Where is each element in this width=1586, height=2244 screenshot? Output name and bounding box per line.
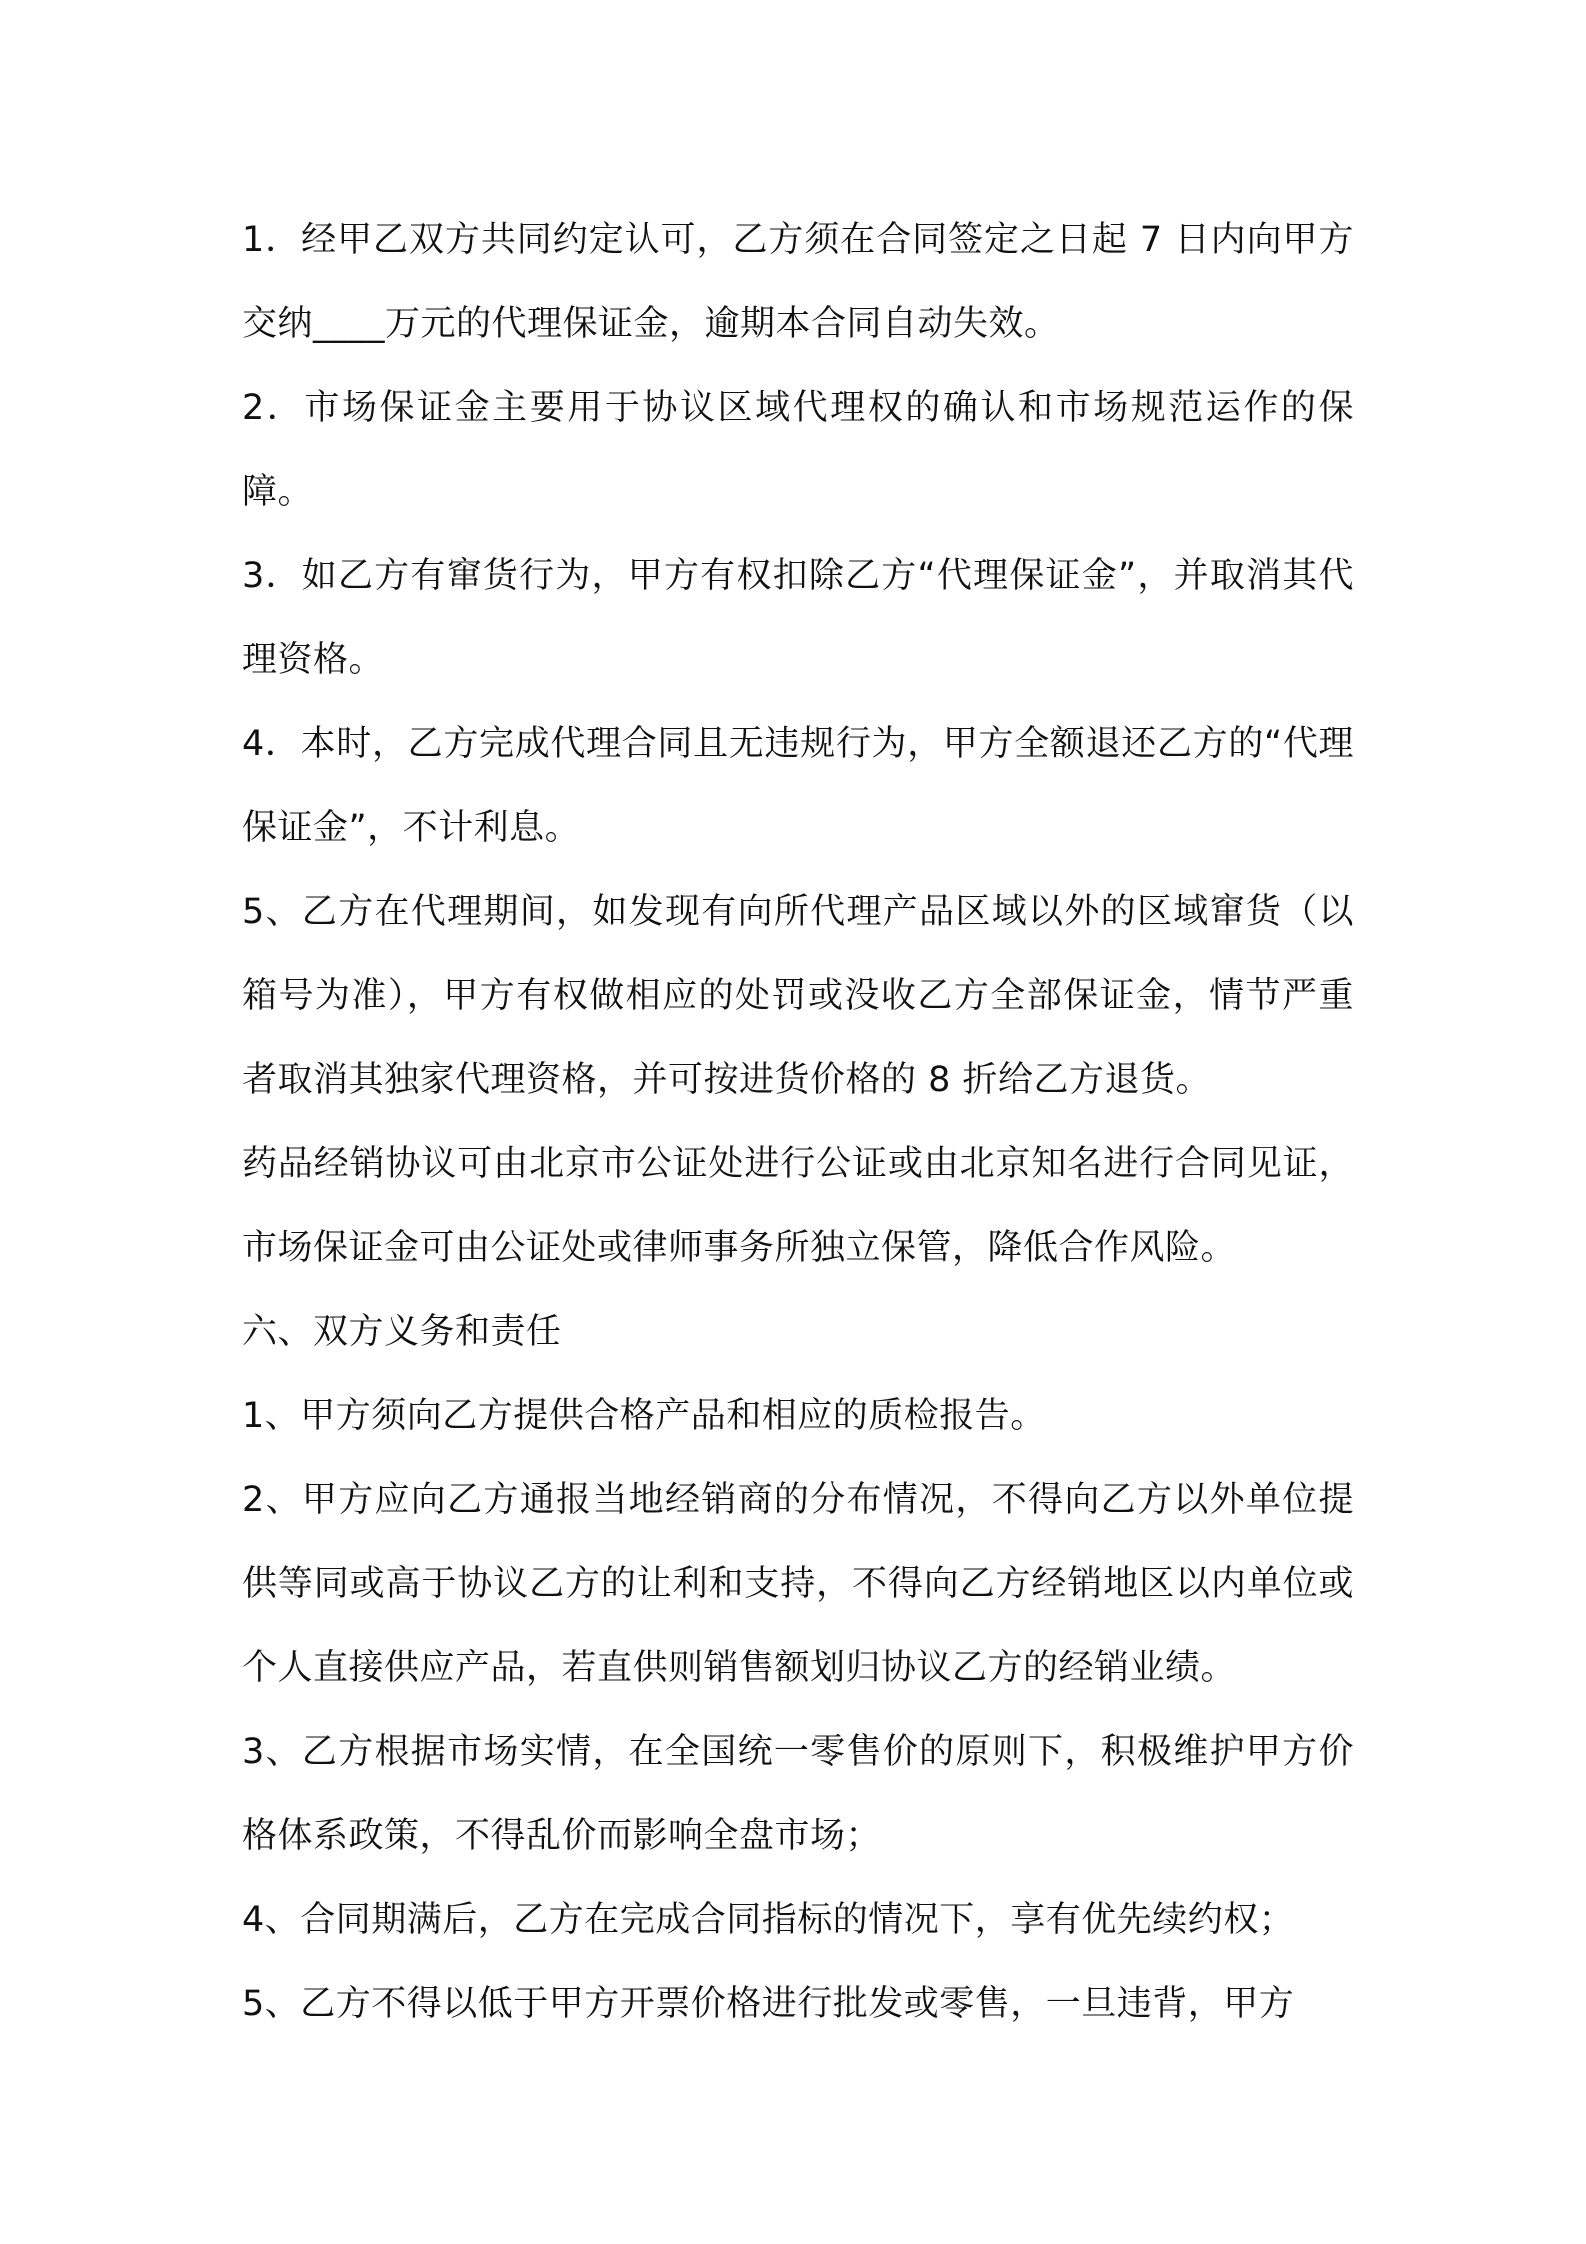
- paragraph-obligation-1: 1、甲方须向乙方提供合格产品和相应的质检报告。: [242, 1396, 1046, 1436]
- paragraph-deposit-refund: 4．本时，乙方完成代理合同且无违规行为，甲方全额退还乙方的“代理保证金”，不计利息。: [242, 724, 1354, 848]
- section-heading-obligations: 六、双方义务和责任: [242, 1312, 562, 1352]
- paragraph-obligation-4: 4、合同期满后，乙方在完成合同指标的情况下，享有优先续约权；: [242, 1900, 1295, 1940]
- paragraph-obligation-3: 3、乙方根据市场实情，在全国统一零售价的原则下，积极维护甲方价格体系政策，不得乱价而影响全盘市场；: [242, 1732, 1354, 1856]
- document-body: [242, 198, 1354, 2046]
- paragraph-regional-violation: 5、乙方在代理期间，如发现有向所代理产品区域以外的区域窜货（以箱号为准），甲方有权做相应的处罚或没收乙方全部保证金，情节严重者取消其独家代理资格，并可按进货价格的 8 折给乙方退货。: [242, 892, 1354, 1100]
- paragraph-notarization: 药品经销协议可由北京市公证处进行公证或由北京知名进行合同见证，市场保证金可由公证处或律师事务所独立保管，降低合作风险。: [242, 1144, 1354, 1268]
- paragraph-deposit-payment: 1．经甲乙双方共同约定认可，乙方须在合同签定之日起 7 日内向甲方交纳____万元的代理保证金，逾期本合同自动失效。: [242, 220, 1354, 344]
- paragraph-obligation-5: 5、乙方不得以低于甲方开票价格进行批发或零售，一旦违背，甲方: [242, 1984, 1295, 2024]
- paragraph-deposit-purpose: 2．市场保证金主要用于协议区域代理权的确认和市场规范运作的保障。: [242, 388, 1354, 512]
- paragraph-obligation-2: 2、甲方应向乙方通报当地经销商的分布情况，不得向乙方以外单位提供等同或高于协议乙方的让利和支持，不得向乙方经销地区以内单位或个人直接供应产品，若直供则销售额划归协议乙方的经销业绩。: [242, 1480, 1354, 1688]
- paragraph-cross-selling-penalty: 3．如乙方有窜货行为，甲方有权扣除乙方“代理保证金”，并取消其代理资格。: [242, 556, 1354, 680]
